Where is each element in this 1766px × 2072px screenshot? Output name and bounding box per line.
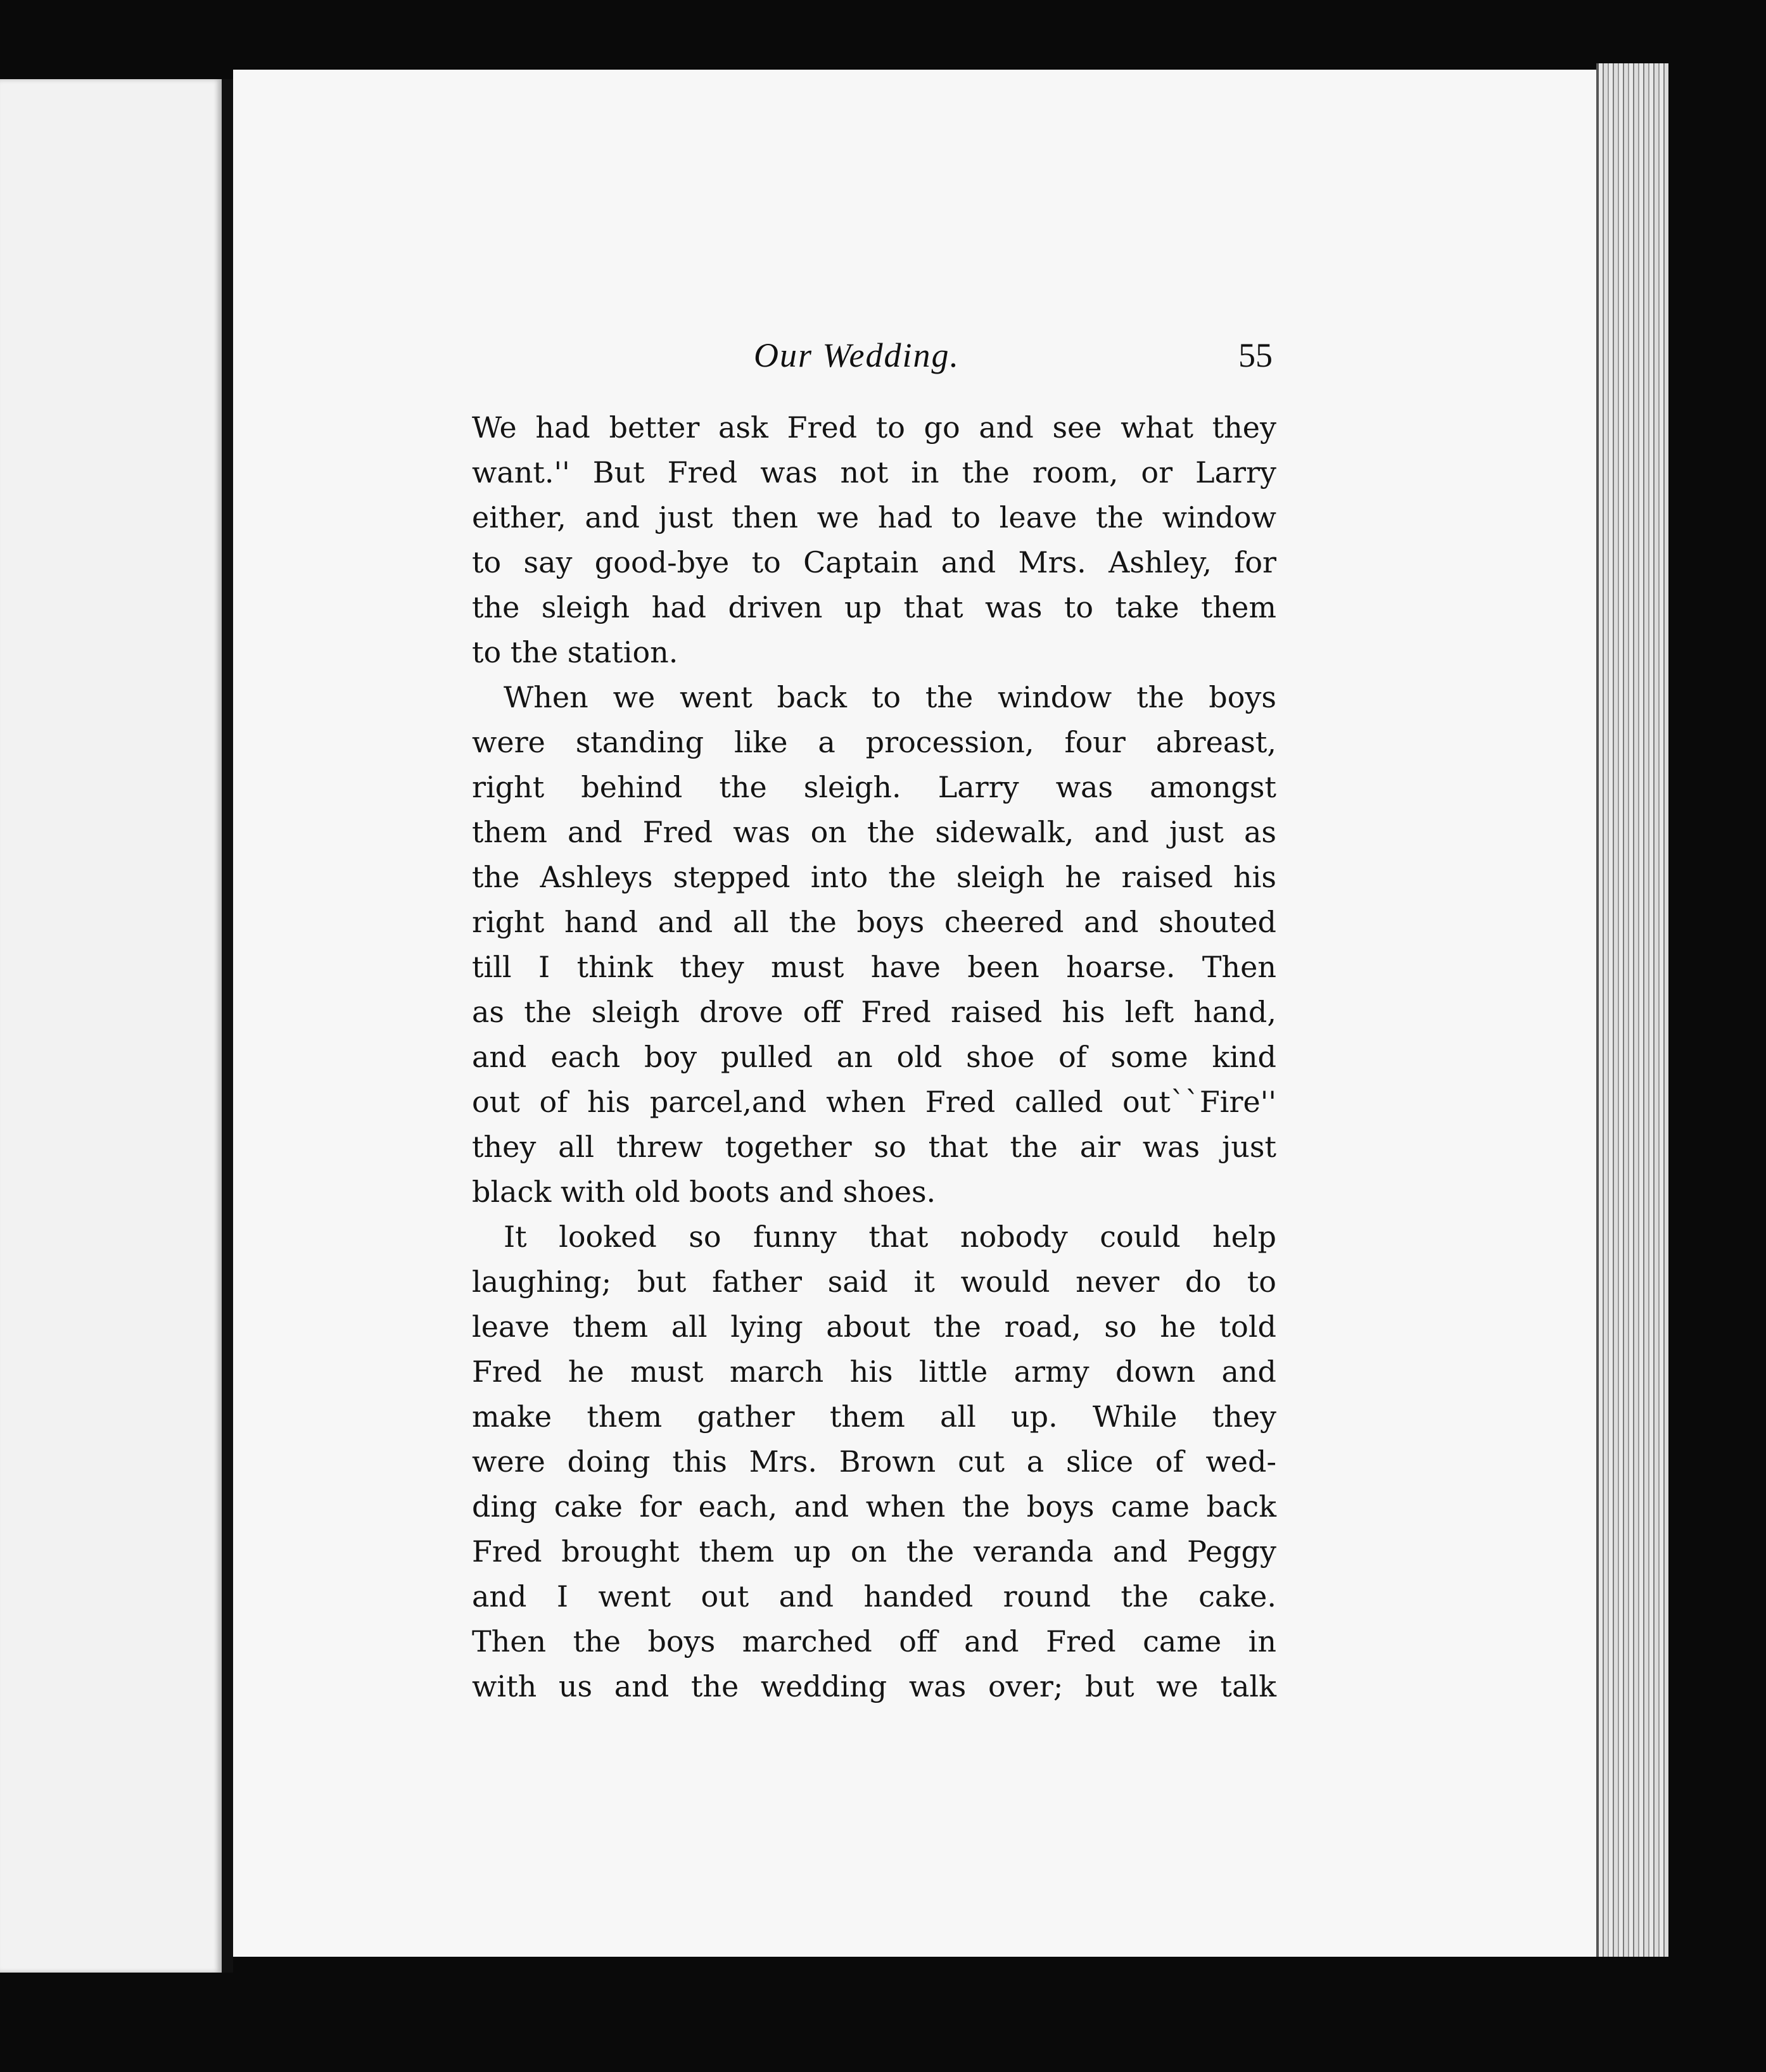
text-line: the Ashleys stepped into the sleigh he raised his [472,860,1276,894]
text-line: as the sleigh drove off Fred raised his left hand, [472,995,1276,1029]
text-line: the sleigh had driven up that was to take them [472,590,1276,624]
text-line: with us and the wedding was over; but we talk [472,1669,1276,1703]
body-text [472,405,1276,1709]
left-page-edge [0,79,222,1973]
text-line: make them gather them all up. While they [472,1399,1276,1434]
text-line: out of his parcel,and when Fred called out``Fire'' [472,1085,1276,1119]
text-line: them and Fred was on the sidewalk, and just as [472,815,1276,849]
text-line: Fred he must march his little army down and [472,1355,1276,1389]
text-line: It looked so funny that nobody could help [504,1220,1276,1254]
text-line: want.'' But Fred was not in the room, or Larry [472,455,1276,490]
text-line: Fred brought them up on the veranda and Peggy [472,1534,1276,1569]
gutter-shadow [222,79,233,1973]
text-line: and I went out and handed round the cake. [472,1579,1276,1614]
text-line: right behind the sleigh. Larry was amongst [472,770,1276,804]
page-edges [1596,63,1668,1957]
text-line: they all threw together so that the air was just [472,1130,1276,1164]
text-line: to the station. [472,635,678,669]
text-line: Then the boys marched off and Fred came in [472,1624,1276,1658]
text-line: leave them all lying about the road, so he told [472,1310,1276,1344]
text-line: right hand and all the boys cheered and shouted [472,905,1276,939]
text-line: to say good-bye to Captain and Mrs. Ashley, for [472,545,1276,579]
text-line: till I think they must have been hoarse. Then [472,950,1276,984]
page-number: 55 [1238,336,1273,374]
text-line: black with old boots and shoes. [472,1175,936,1209]
running-title: Our Wedding. [754,336,960,374]
text-line: were standing like a procession, four abreast, [472,725,1276,759]
text-line: laughing; but father said it would never do to [472,1265,1276,1299]
text-line: either, and just then we had to leave the window [472,500,1276,534]
text-line: and each boy pulled an old shoe of some kind [472,1040,1276,1074]
text-line: We had better ask Fred to go and see what they [472,410,1276,445]
text-line: When we went back to the window the boys [504,680,1276,714]
text-line: ding cake for each, and when the boys came back [472,1489,1276,1524]
text-line: were doing this Mrs. Brown cut a slice of wed- [472,1444,1276,1479]
